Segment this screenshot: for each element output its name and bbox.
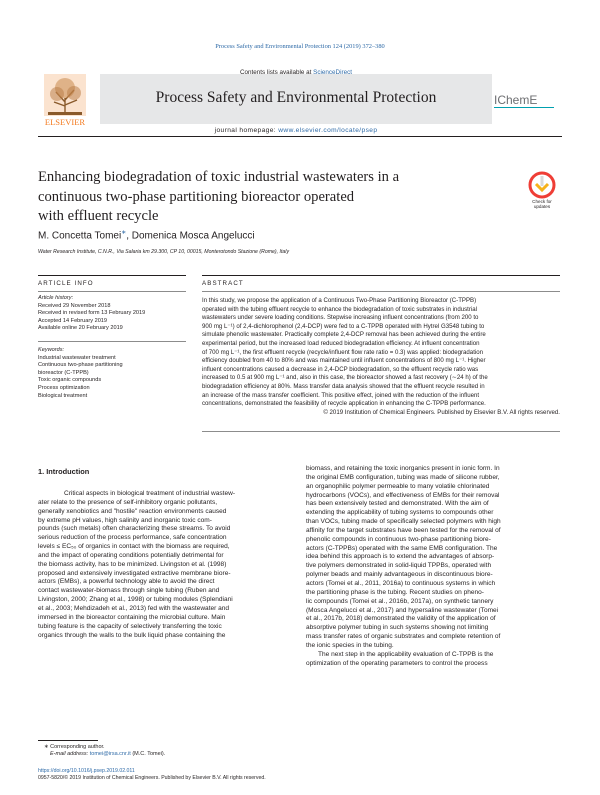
title-line: Enhancing biodegradation of toxic industrial wastewaters in a [38,169,400,185]
email-link[interactable]: tomei@irsa.cnr.it [89,751,131,758]
intro-line: polymer beads and mainly advantageous in discontinuous biore- [306,571,493,579]
keyword-item: bioreactor (C-TPPB) [38,369,89,376]
intro-line: the partitioning phase is the tubing. Recent studies on pheno- [306,588,484,596]
intro-line: actors (Tomei et al., 2011, 2016a) to continuous systems in which [306,579,496,587]
email-label: E-mail address: [50,751,90,758]
abstract-heading: ABSTRACT [202,280,244,287]
intro-line: tive polymers demonstrated in solid-liquid TPPBs, operated with [306,562,492,570]
intro-heading: 1. Introduction [38,467,90,476]
intro-line: ater relate to the presence of self-inhibitory organic pollutants, [38,498,218,506]
intro-line: mass transfer rates of organic substrates and complete retention of [306,633,501,641]
corresponding-author-note: ∗ Corresponding author. [44,744,105,750]
title-line: with effluent recycle [38,208,159,224]
abstract-line: concentrations, demonstrated the feasibility of recycle application in enhancing the C-TPPB performance. [202,400,486,408]
intro-line: the biomass activity, has to be minimized. Livingston et al. (1998) [38,560,227,568]
abstract-line: efficiency doubled from 40 to 80% and was maintained until influent concentrations of 800 mg L⁻¹. Higher [202,357,486,365]
intro-line: Livingston, 2000; Zhang et al., 1998) or tubing modules (Splendiani [38,596,233,604]
abstract-body [202,297,560,417]
footer-copyright: 0957-5820/© 2019 Institution of Chemical Engineers. Published by Elsevier B.V. All rights reserved. [38,775,266,781]
abstract-line: biodegradation efficiency at 80%. Mass transfer data analysis showed that the effluent recycle resulted in [202,382,485,390]
contents-line [100,69,492,76]
authors [38,229,255,241]
intro-line: the ionic species in the tubing. [306,641,394,649]
check-updates-label: Check for updates [532,199,552,210]
icheme-logo [492,87,560,113]
intro-line: immersed in the bioreactor containing the microbial culture. Main [38,613,226,621]
abstract-copyright: © 2019 Institution of Chemical Engineers. Published by Elsevier B.V. All rights reserved. [323,408,560,416]
footnote [44,744,292,759]
abstract-line: increased to 0.5 at 900 mg L⁻¹ and, also in this case, the bioreactor showed a fast recovery (∼24 h) of the [202,374,488,382]
intro-line: phenolic compounds in continuous two-phase partitioning biore- [306,535,491,543]
abstract-bottom-rule [202,431,560,432]
homepage-prefix: journal homepage: [214,127,279,134]
journal-citation[interactable]: Process Safety and Environmental Protection 124 (2019) 372–380 [215,43,385,50]
intro-line: The next step in the applicability evaluation of C-TPPB is the [318,650,494,658]
intro-line: proposed and extensively investigated extractive membrane biore- [38,569,231,577]
intro-line: levels ≤ EC₅₀ of organics in contact with the biomass are required, [38,543,230,551]
homepage-link[interactable]: www.elsevier.com/locate/psep [278,127,378,134]
intro-line: and the impact of operating conditions potentially detrimental for [38,551,224,559]
intro-line: actors (EMBs), a powerful technology able to avoid the direct [38,578,215,586]
keywords [38,347,186,400]
intro-line: optimization of the operating parameters to control the process [306,659,488,667]
abstract-line: In this study, we propose the application of a Continuous Two-Phase Partitioning Bioreactor (C-TPPB) [202,297,477,304]
corresponding-mark[interactable]: ∗ [121,230,127,236]
abstract-line: influent concentrations caused a decrease in 2,4-DCP biodegradation, so the effluent recycle ratio was [202,365,479,373]
page-footer [38,768,558,782]
doi-link[interactable]: https://doi.org/10.1016/j.psep.2019.02.011 [38,768,135,774]
author-primary[interactable]: M. Concetta Tomei [38,230,122,242]
intro-line: tubing feature is the capacity of selectively transferring the toxic [38,622,222,630]
intro-line: by extreme pH values, high salinity and inorganic toxic com- [38,516,212,524]
abstract-line: of 700 mg L⁻¹, the first effluent recycle (recycle/influent flow rate ratio = 0.3) was applied: biodegradation [202,348,484,356]
intro-line: idea behind this approach is to extend the advantages of absorp- [306,553,495,561]
contents-prefix: Contents lists available at [239,69,314,76]
intro-line: pounds (such metals) often characterizing these streams. To avoid [38,525,231,533]
journal-homepage [100,127,492,134]
intro-line: serious reduction of the process performance, safe concentration [38,534,227,542]
email-suffix: (M.C. Tomei). [130,751,166,758]
intro-line: (Mosca Angelucci et al., 2017) and hypersaline wastewater (Tomei [306,606,499,614]
intro-right-column [306,465,560,668]
abstract-line: wastewaters under severe loading conditions. Stepwise increasing influent concentrations (from 200 to [202,314,479,322]
intro-line: organics through the walls to the bulk liquid phase containing the [38,631,226,639]
intro-line: hydrocarbons (VOCs), and effectiveness of EMBs for their removal [306,491,500,499]
article-title [38,168,468,227]
intro-line: than VOCs, tubing made of specifically selected polymers with high [306,518,501,526]
keyword-item: Continuous two-phase partitioning [38,362,123,369]
intro-line: lic compounds (Tomei et al., 2016b, 2017a), on synthetic tannery [306,597,494,605]
footnote-rule [38,740,98,741]
intro-line: actors (C-TPPBs) operated with the same EMB configuration. The [306,544,498,552]
article-history [38,295,186,333]
article-info-heading: ARTICLE INFO [38,280,94,287]
intro-line: et al., 2003; Mehdizadeh et al., 2013) fed with the wastewater and [38,604,230,612]
abstract-line: simulate phenolic wastewater. Practically complete 2,4-DCP removal has been achieved during the entire [202,331,486,339]
abstract-top-rule [202,275,560,276]
check-updates-icon [524,170,560,214]
keyword-item: Industrial wastewater treatment [38,354,116,361]
keywords-label: Keywords: [38,347,65,353]
author-secondary[interactable]: , Domenica Mosca Angelucci [126,230,255,242]
intro-line: affinity for the target substrates have been tested for the removal of [306,526,501,534]
journal-title: Process Safety and Environmental Protection [155,89,437,106]
abstract-line: operated with the tubing effluent recycle to enhance the biodegradation of toxic substrates in industrial [202,305,477,313]
header-rule [38,136,562,137]
intro-line: et al., 2017b, 2018) demonstrated the validity of the application of [306,615,496,623]
history-item: Received 29 November 2018 [38,302,111,309]
info-sub-rule [38,291,186,292]
keywords-rule [38,341,186,342]
history-item: Received in revised form 13 February 2019 [38,310,146,317]
history-item: Accepted 14 February 2019 [38,317,108,324]
sciencedirect-link[interactable]: ScienceDirect [313,69,352,76]
elsevier-wordmark: ELSEVIER [44,117,86,127]
abstract-sub-rule [202,291,560,292]
title-line: continuous two-phase partitioning bioreactor operated [38,188,355,205]
abstract-line: experimental period, but the increased load reduced biodegradation efficiency. At influent concentration [202,339,480,347]
keyword-item: Biological treatment [38,392,88,399]
elsevier-logo [38,72,92,128]
intro-line: has been extensively tested and demonstrated. With the aim of [306,500,489,508]
intro-line: contact wastewater-biomass through single tubing (Ruben and [38,587,220,595]
icheme-wordmark: IChemE [494,93,538,107]
abstract-line: 900 mg L⁻¹) of 2,4-dichlorophenol (2,4-DCP) were fed to a C-TPPB operated with Hytrel G3548 tubing to [202,322,485,330]
affiliation: Water Research Institute, C.N.R., Via Salaria km 29.300, CP 10, 00015, Monterotondo Stazione (Rome), Italy [38,249,290,255]
history-label: Article history: [38,295,74,301]
intro-line: biomass, and retaining the toxic inorganics present in ionic form. In [306,465,500,472]
intro-line: extending the applicability of tubing systems to compounds other [306,509,494,517]
email-line [44,751,292,758]
history-item: Available online 20 February 2019 [38,325,123,332]
intro-line: an organophilic polymer permeable to many volatile chlorinated [306,482,490,490]
info-top-rule [38,275,186,276]
intro-line: absorptive polymer tubing in such systems showing not limiting [306,624,489,632]
intro-left-column [38,490,292,640]
check-for-updates-badge[interactable] [524,170,560,214]
keyword-item: Toxic organic compounds [38,377,102,384]
intro-line: Critical aspects in biological treatment of industrial wastew- [64,490,236,497]
keyword-item: Process optimization [38,384,90,391]
intro-line: generally xenobiotics and "hostile" reaction environments caused [38,507,227,515]
elsevier-tree-icon [38,72,92,128]
intro-line: the original EMB configuration, tubing was made of silicone rubber, [306,473,500,481]
abstract-line: an increase of the mass transfer coefficient. This positive effect, joined with the reduction of the influent [202,391,480,399]
